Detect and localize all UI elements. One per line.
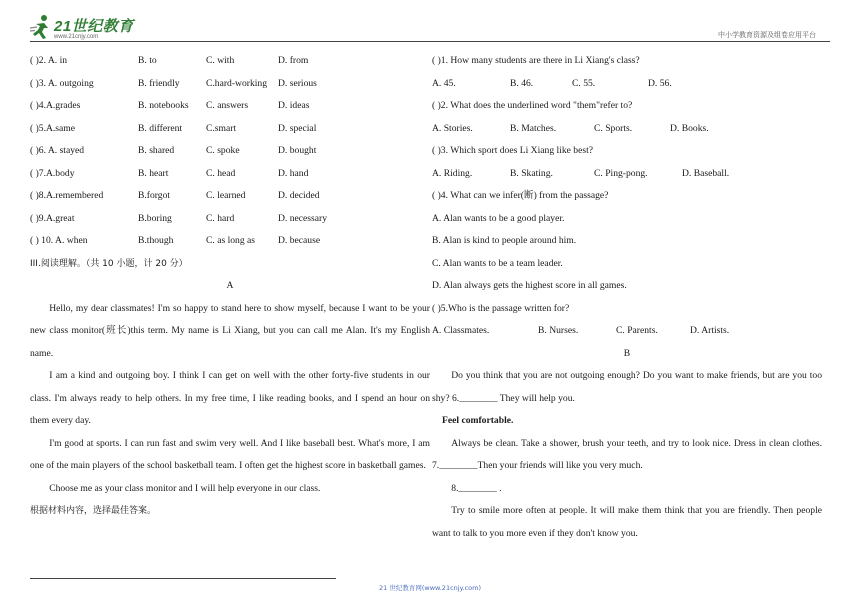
cloze-option: B.though	[138, 235, 174, 246]
option-row	[432, 163, 822, 186]
cloze-option: C. hard	[206, 212, 235, 224]
cloze-option: C. answers	[206, 100, 249, 111]
passage-a-paragraph: I'm good at sports. I can run fast and swim very well. And I like baseball best. What's more, I am one of the main players of the school basketball team. I often get the highest score in basketball games.	[30, 437, 430, 471]
passage-b-paragraph: 8.________ .	[451, 482, 502, 494]
cloze-option: B. different	[138, 122, 183, 134]
cloze-item	[30, 163, 430, 186]
instruction-text: 根据材料内容，选择最佳答案。	[30, 506, 157, 516]
cloze-item	[30, 140, 430, 163]
option-row	[432, 320, 822, 343]
cloze-question-number: ( )4.A.grades	[30, 100, 81, 111]
cloze-option: B.boring	[138, 212, 172, 224]
option: B. Matches.	[510, 122, 557, 134]
passage-b-paragraph: Try to smile more often at people. It will make them think that you are friendly. Then people want to talk to you more even if they don't know you.	[432, 505, 822, 539]
option: A. Stories.	[432, 122, 473, 134]
option: A. Alan wants to be a good player.	[432, 212, 565, 224]
option: D. Alan always gets the highest score in all games.	[432, 280, 627, 291]
option: C. 55.	[572, 77, 596, 89]
cloze-option: B. heart	[138, 167, 169, 179]
cloze-option: D. ideas	[278, 100, 310, 111]
question: ( )5.Who is the passage written for?	[432, 302, 570, 314]
option: A. Classmates.	[432, 325, 490, 336]
passage-a-paragraph: I am a kind and outgoing boy. I think I can get on well with the other forty-five students in our class. I'm always ready to help others. In my free time, I like reading books, and I spend an hour on them every day.	[30, 370, 430, 426]
option-row	[432, 118, 822, 141]
cloze-option: D. necessary	[278, 212, 328, 224]
passage-b-paragraph: Do you think that you are not outgoing enough? Do you want to make friends, but are you too shy? 6.________ They will help you.	[432, 370, 822, 404]
site-logo	[30, 14, 138, 42]
cloze-question-number: ( )2. A. in	[30, 55, 68, 66]
cloze-question-number: ( )5.A.same	[30, 122, 76, 134]
option: D. 56.	[648, 77, 672, 89]
option: D. Baseball.	[682, 167, 730, 179]
cloze-option: C. head	[206, 167, 236, 179]
cloze-option: C.smart	[206, 122, 237, 134]
cloze-option: D. serious	[278, 77, 317, 89]
option: B. Alan is kind to people around him.	[432, 235, 577, 246]
cloze-option: C. as long as	[206, 235, 256, 246]
option: C. Parents.	[616, 325, 658, 336]
cloze-item	[30, 118, 430, 141]
option: A. 45.	[432, 77, 456, 89]
cloze-item	[30, 185, 430, 208]
option: C. Alan wants to be a team leader.	[432, 257, 563, 269]
passage-a-paragraph: Hello, my dear classmates! I'm so happy to stand here to show myself, because I want to be your new class monitor(班长)this term. My name is Li Xiang, but you can call me Alan. It's my English name.	[30, 302, 430, 359]
left-column	[30, 50, 430, 523]
cloze-item	[30, 208, 430, 231]
option: D. Books.	[670, 122, 709, 134]
cloze-option: B. to	[138, 55, 157, 66]
cloze-option: B. notebooks	[138, 100, 189, 111]
cloze-option: D. hand	[278, 167, 309, 179]
option: A. Riding.	[432, 167, 473, 179]
cloze-question-number: ( )8.A.remembered	[30, 190, 104, 201]
option: B. 46.	[510, 77, 534, 89]
cloze-option: C. learned	[206, 190, 246, 201]
platform-name: 中小学教育资源及组卷应用平台	[718, 31, 816, 39]
cloze-option: D. bought	[278, 145, 317, 156]
cloze-option: D. decided	[278, 190, 320, 201]
cloze-item	[30, 95, 430, 118]
cloze-option: D. from	[278, 55, 309, 66]
passage-b-subheading: Feel comfortable.	[442, 415, 514, 426]
passage-b-paragraph: Always be clean. Take a shower, brush your teeth, and try to look nice. Dress in clean clothes. 7.________Then your friends will like you very much.	[432, 437, 822, 471]
runner-logo-icon	[30, 14, 52, 40]
cloze-question-number: ( )6. A. stayed	[30, 145, 85, 156]
option-row	[432, 73, 822, 96]
logo-text: 21世纪教育	[54, 18, 134, 35]
option: D. Artists.	[690, 325, 730, 336]
option: C. Ping-pong.	[594, 167, 648, 179]
section-heading: III.阅读理解。（共 10 小题，计 20 分）	[30, 258, 188, 269]
option: B. Skating.	[510, 167, 553, 179]
cloze-option: B.forgot	[138, 190, 171, 201]
cloze-option: C.hard-working	[206, 77, 268, 89]
cloze-question-number: ( ) 10. A. when	[30, 235, 88, 246]
cloze-question-number: ( )9.A.great	[30, 212, 75, 224]
cloze-options-list	[30, 50, 430, 253]
question: ( )3. Which sport does Li Xiang like best?	[432, 145, 594, 156]
right-column	[432, 50, 822, 545]
footer-text: 21 世纪教育网(www.21cnjy.com)	[379, 584, 481, 592]
cloze-option: D. special	[278, 122, 317, 134]
question: ( )4. What can we infer(断) from the passage?	[432, 190, 609, 201]
cloze-item	[30, 230, 430, 253]
question: ( )2. What does the underlined word "them"refer to?	[432, 100, 633, 111]
cloze-option: D. because	[278, 235, 321, 246]
question: ( )1. How many students are there in Li Xiang's class?	[432, 55, 640, 66]
cloze-option: C. with	[206, 55, 235, 66]
footer-divider	[30, 578, 336, 579]
passage-b-label: B	[623, 347, 631, 359]
cloze-question-number: ( )7.A.body	[30, 167, 75, 179]
option: B. Nurses.	[538, 325, 579, 336]
cloze-question-number: ( )3. A. outgoing	[30, 77, 94, 89]
cloze-option: B. friendly	[138, 77, 180, 89]
logo-url: www.21cnjy.com	[54, 34, 99, 40]
cloze-option: B. shared	[138, 145, 175, 156]
cloze-item	[30, 50, 430, 73]
cloze-item	[30, 73, 430, 96]
passage-a-label: A	[226, 280, 234, 291]
passage-a-paragraph: Choose me as your class monitor and I will help everyone in our class.	[49, 482, 321, 494]
cloze-option: C. spoke	[206, 145, 240, 156]
header-divider	[30, 41, 830, 42]
option: C. Sports.	[594, 122, 633, 134]
